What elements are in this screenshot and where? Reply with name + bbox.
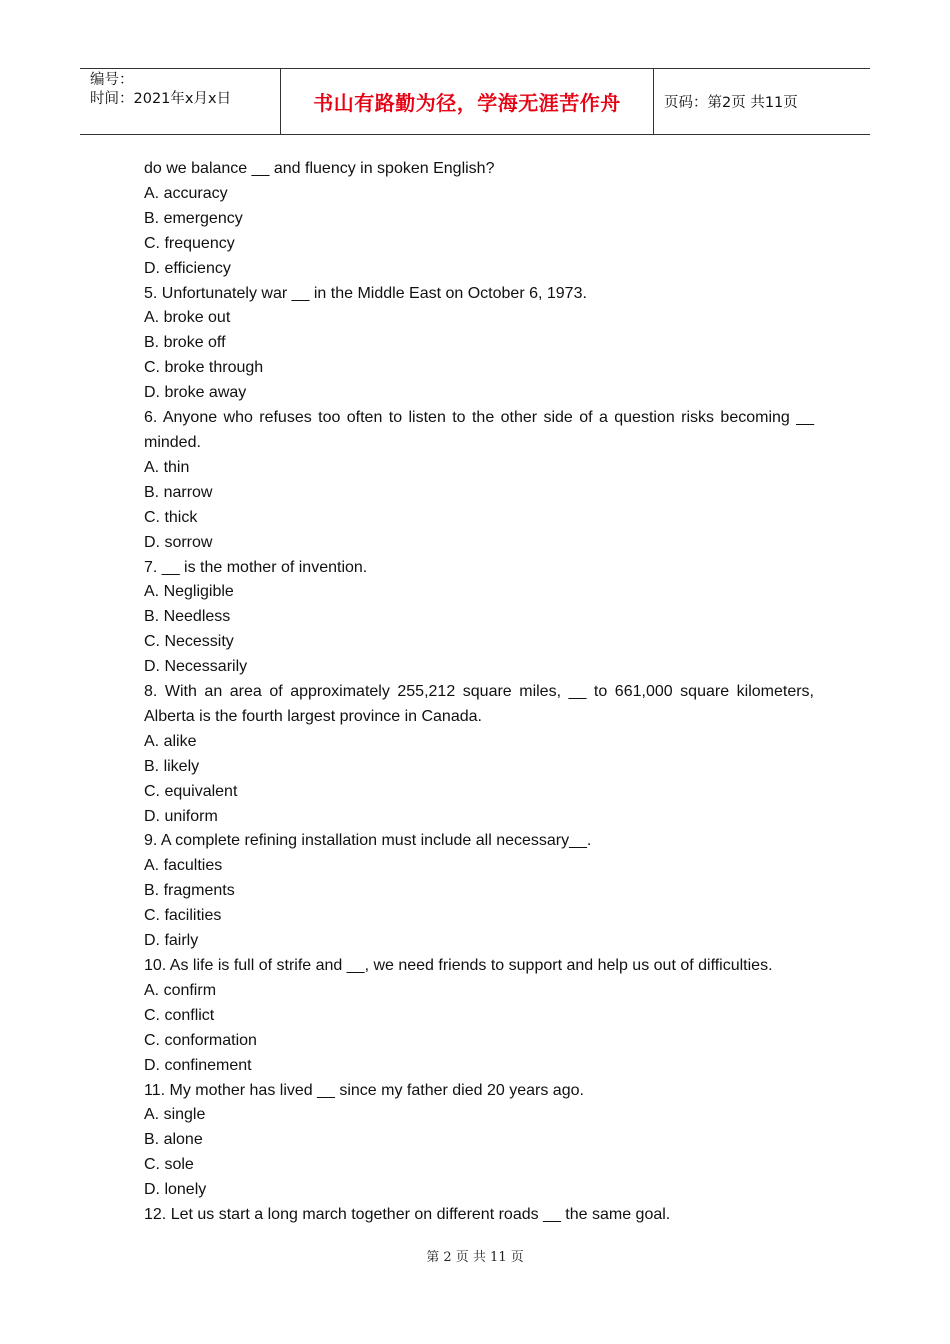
option-line: B. likely	[144, 757, 200, 775]
option-line: C. conflict	[144, 1006, 215, 1024]
header-motto: 书山有路勤为径，学海无涯苦作舟	[313, 91, 621, 115]
option-line: A. accuracy	[144, 184, 228, 202]
option-line: B. broke off	[144, 334, 226, 352]
option-line: A. thin	[144, 458, 190, 476]
option-line: D. confinement	[144, 1056, 252, 1074]
header-motto-cell	[281, 69, 654, 134]
question-line: 12. Let us start a long march together on different roads __ the same goal.	[144, 1206, 671, 1224]
option-line: B. fragments	[144, 882, 235, 900]
option-line: B. Needless	[144, 608, 231, 626]
question-line: 6. Anyone who refuses too often to listen to the other side of a question risks becoming __ minded.	[144, 409, 814, 451]
option-line: C. Necessity	[144, 633, 234, 651]
option-line: D. uniform	[144, 807, 218, 825]
option-line: D. Necessarily	[144, 658, 248, 676]
header-page-number: 页码：第2页 共11页	[664, 95, 798, 111]
option-line: C. facilities	[144, 907, 222, 925]
option-line: A. broke out	[144, 309, 231, 327]
option-line: A. faculties	[144, 857, 223, 875]
question-line: 10. As life is full of strife and __, we need friends to support and help us out of difficulties.	[144, 957, 773, 974]
header-info-cell	[80, 69, 281, 134]
option-line: C. equivalent	[144, 782, 238, 800]
option-line: C. frequency	[144, 234, 235, 252]
option-line: C. conformation	[144, 1031, 257, 1049]
option-line: B. emergency	[144, 209, 243, 227]
option-line: C. sole	[144, 1156, 194, 1174]
question-line: 11. My mother has lived __ since my father died 20 years ago.	[144, 1081, 584, 1099]
option-line: A. alike	[144, 732, 197, 750]
option-line: D. efficiency	[144, 259, 231, 277]
question-line: 7. __ is the mother of invention.	[144, 558, 368, 576]
question-line: 9. A complete refining installation must include all necessary__.	[144, 832, 592, 850]
question-line: 5. Unfortunately war __ in the Middle East on October 6, 1973.	[144, 284, 587, 302]
page-header	[80, 68, 870, 135]
option-line: B. alone	[144, 1131, 203, 1149]
question-content	[144, 157, 814, 1228]
option-line: D. fairly	[144, 932, 199, 950]
option-line: D. lonely	[144, 1181, 207, 1199]
option-line: A. single	[144, 1106, 206, 1124]
header-page-cell	[654, 69, 870, 134]
text-line: do we balance __ and fluency in spoken English?	[144, 160, 495, 177]
page-footer: 第 2 页 共 11 页	[426, 1250, 524, 1265]
document-number-label: 编号：	[90, 72, 134, 88]
option-line: D. broke away	[144, 384, 247, 402]
option-line: A. confirm	[144, 981, 217, 999]
document-date-label: 时间：2021年x月x日	[90, 91, 232, 107]
option-line: C. thick	[144, 508, 198, 526]
question-line: 8. With an area of approximately 255,212 square miles, __ to 661,000 square kilometers, Alberta is the fourth largest province in Canada.	[144, 683, 814, 725]
option-line: B. narrow	[144, 483, 213, 501]
option-line: A. Negligible	[144, 583, 234, 601]
option-line: C. broke through	[144, 359, 264, 377]
option-line: D. sorrow	[144, 533, 213, 551]
